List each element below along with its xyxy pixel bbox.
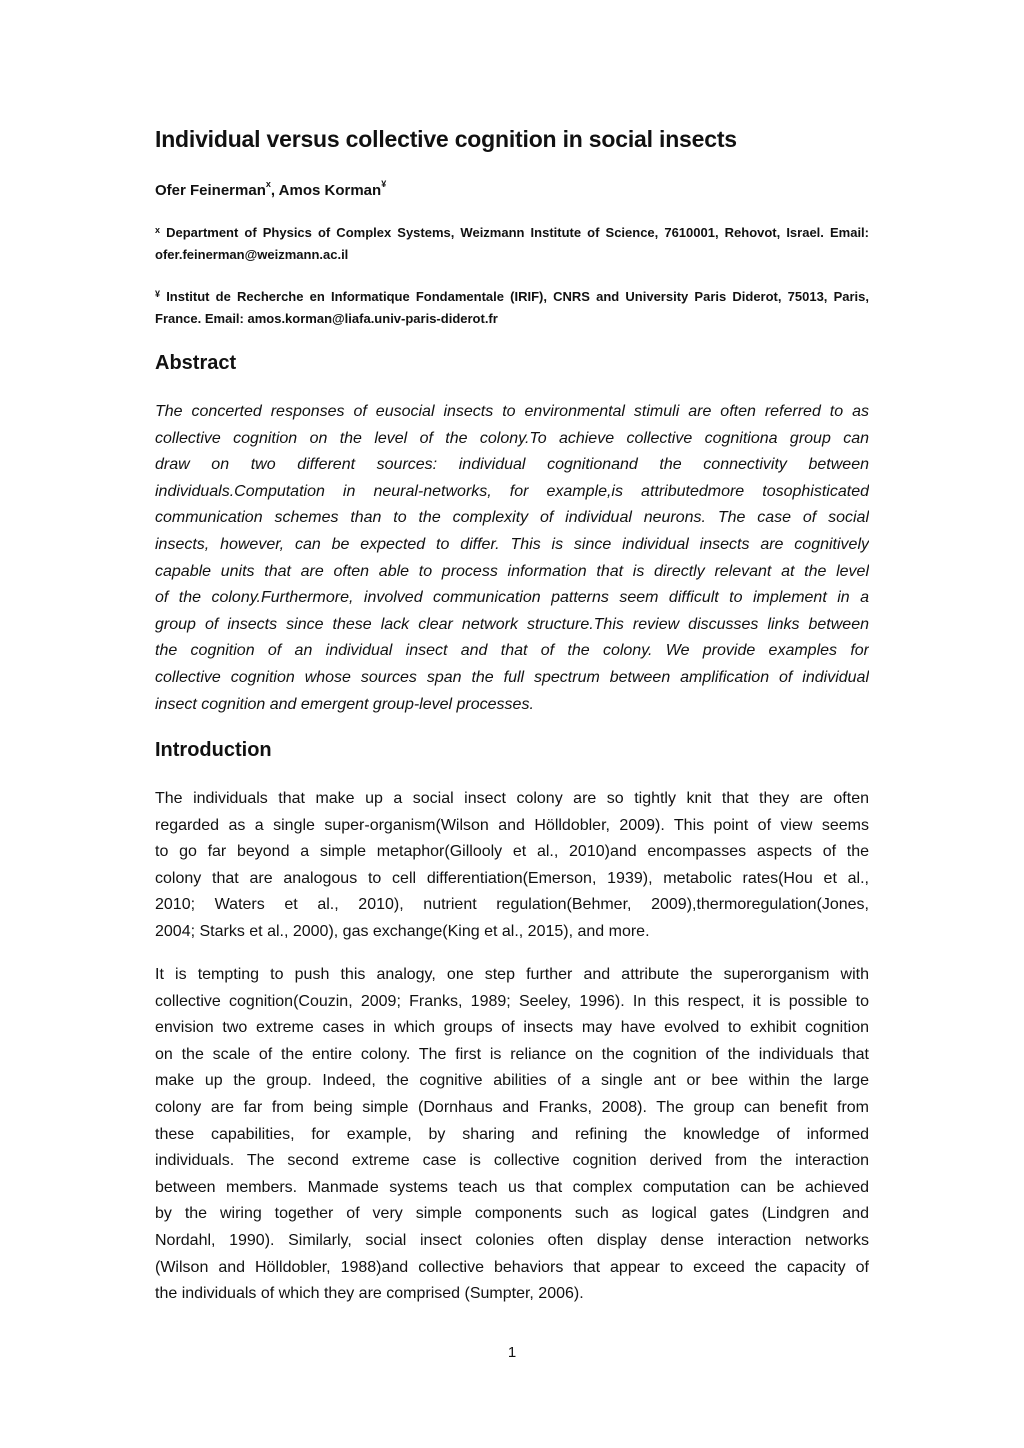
text-line: group of insects since these lack clear network structure.This review discusses links between <box>155 615 869 633</box>
affiliation-email: ofer.feinerman@weizmann.ac.il <box>155 247 349 262</box>
text-line: insect cognition and emergent group-level processes. <box>155 695 534 713</box>
text-line: regarded as a single super-organism(Wilson and Hölldobler, 2009). This point of view seems <box>155 816 869 834</box>
affiliation <box>155 222 869 266</box>
text-line: 2004; Starks et al., 2000), gas exchange(King et al., 2015), and more. <box>155 922 650 940</box>
affiliation-line <box>155 286 869 308</box>
affiliation-email: France. Email: amos.korman@liafa.univ-paris-diderot.fr <box>155 311 498 326</box>
text-line: envision two extreme cases in which groups of insects may have evolved to exhibit cognition <box>155 1019 869 1037</box>
body-paragraph <box>155 962 869 1308</box>
paper-title: Individual versus collective cognition in social insects <box>155 126 737 152</box>
affiliation-text: Department of Physics of Complex Systems, Weizmann Institute of Science, 7610001, Rehovot, Israel. Email: <box>166 225 869 240</box>
text-line: on the scale of the entire colony. The first is reliance on the cognition of the individuals that <box>155 1045 869 1063</box>
text-line: It is tempting to push this analogy, one step further and attribute the superorganism with <box>155 966 869 983</box>
affiliation-line <box>155 222 869 244</box>
text-line: the cognition of an individual insect and that of the colony. We provide examples for <box>155 642 869 660</box>
page-number: 1 <box>507 1344 517 1361</box>
text-line: insects, however, can be expected to differ. This is since individual insects are cognitively <box>155 535 869 553</box>
text-line: communication schemes than to the complexity of individual neurons. The case of social <box>155 509 869 527</box>
text-line: The concerted responses of eusocial insects to environmental stimuli are often referred to as <box>155 403 869 420</box>
author-separator: , <box>270 182 279 199</box>
text-line: make up the group. Indeed, the cognitive abilities of a single ant or bee within the large <box>155 1072 869 1090</box>
author-name: Ofer Feinerman <box>155 182 266 199</box>
abstract-text <box>155 399 869 718</box>
affiliation-mark: x <box>155 225 161 235</box>
text-line: by the wiring together of very simple components such as logical gates (Lindgren and <box>155 1205 869 1223</box>
affiliation-text: Institut de Recherche en Informatique Fondamentale (IRIF), CNRS and University Paris Diderot, 75013, Paris, <box>166 289 869 304</box>
text-line: individuals.Computation in neural-networks, for example,is attributedmore tosophisticated <box>155 482 869 500</box>
text-line: collective cognition on the level of the colony.To achieve collective cognitiona group can <box>155 429 869 447</box>
body-paragraph <box>155 786 869 946</box>
text-line: these capabilities, for example, by sharing and refining the knowledge of informed <box>155 1125 869 1143</box>
author-name: Amos Korman <box>278 182 382 199</box>
text-line: to go far beyond a simple metaphor(Gillooly et al., 2010)and encompasses aspects of the <box>155 843 869 861</box>
text-line: 2010; Waters et al., 2010), nutrient regulation(Behmer, 2009),thermoregulation(Jones, <box>155 896 869 914</box>
text-line: draw on two different sources: individual cognitionand the connectivity between <box>155 456 869 474</box>
text-line: Nordahl, 1990). Similarly, social insect colonies often display dense interaction networks <box>155 1231 869 1249</box>
text-line: collective cognition whose sources span the full spectrum between amplification of individual <box>155 668 869 686</box>
text-line: of the colony.Furthermore, involved communication patterns seem difficult to implement in a <box>155 589 869 607</box>
text-line: the individuals of which they are comprised (Sumpter, 2006). <box>155 1285 584 1303</box>
author-line <box>155 179 387 199</box>
text-line: colony that are analogous to cell differentiation(Emerson, 1939), metabolic rates(Hou et al., <box>155 869 869 887</box>
affiliation-mark: ¥ <box>381 179 387 189</box>
affiliation-mark: x <box>265 179 271 189</box>
text-line: (Wilson and Hölldobler, 1988)and collective behaviors that appear to exceed the capacity of <box>155 1258 869 1276</box>
text-line: between members. Manmade systems teach us that complex computation can be achieved <box>155 1178 869 1196</box>
abstract-heading: Abstract <box>155 352 237 374</box>
text-line: The individuals that make up a social insect colony are so tightly knit that they are often <box>155 790 869 807</box>
text-line: capable units that are often able to process information that is directly relevant at the level <box>155 562 869 580</box>
introduction-heading: Introduction <box>155 739 272 761</box>
affiliation <box>155 286 869 330</box>
affiliation-mark: ¥ <box>155 289 161 299</box>
text-line: colony are far from being simple (Dornhaus and Franks, 2008). The group can benefit from <box>155 1098 869 1116</box>
text-line: collective cognition(Couzin, 2009; Franks, 1989; Seeley, 1996). In this respect, it is possible to <box>155 992 869 1010</box>
text-line: individuals. The second extreme case is collective cognition derived from the interaction <box>155 1152 869 1170</box>
